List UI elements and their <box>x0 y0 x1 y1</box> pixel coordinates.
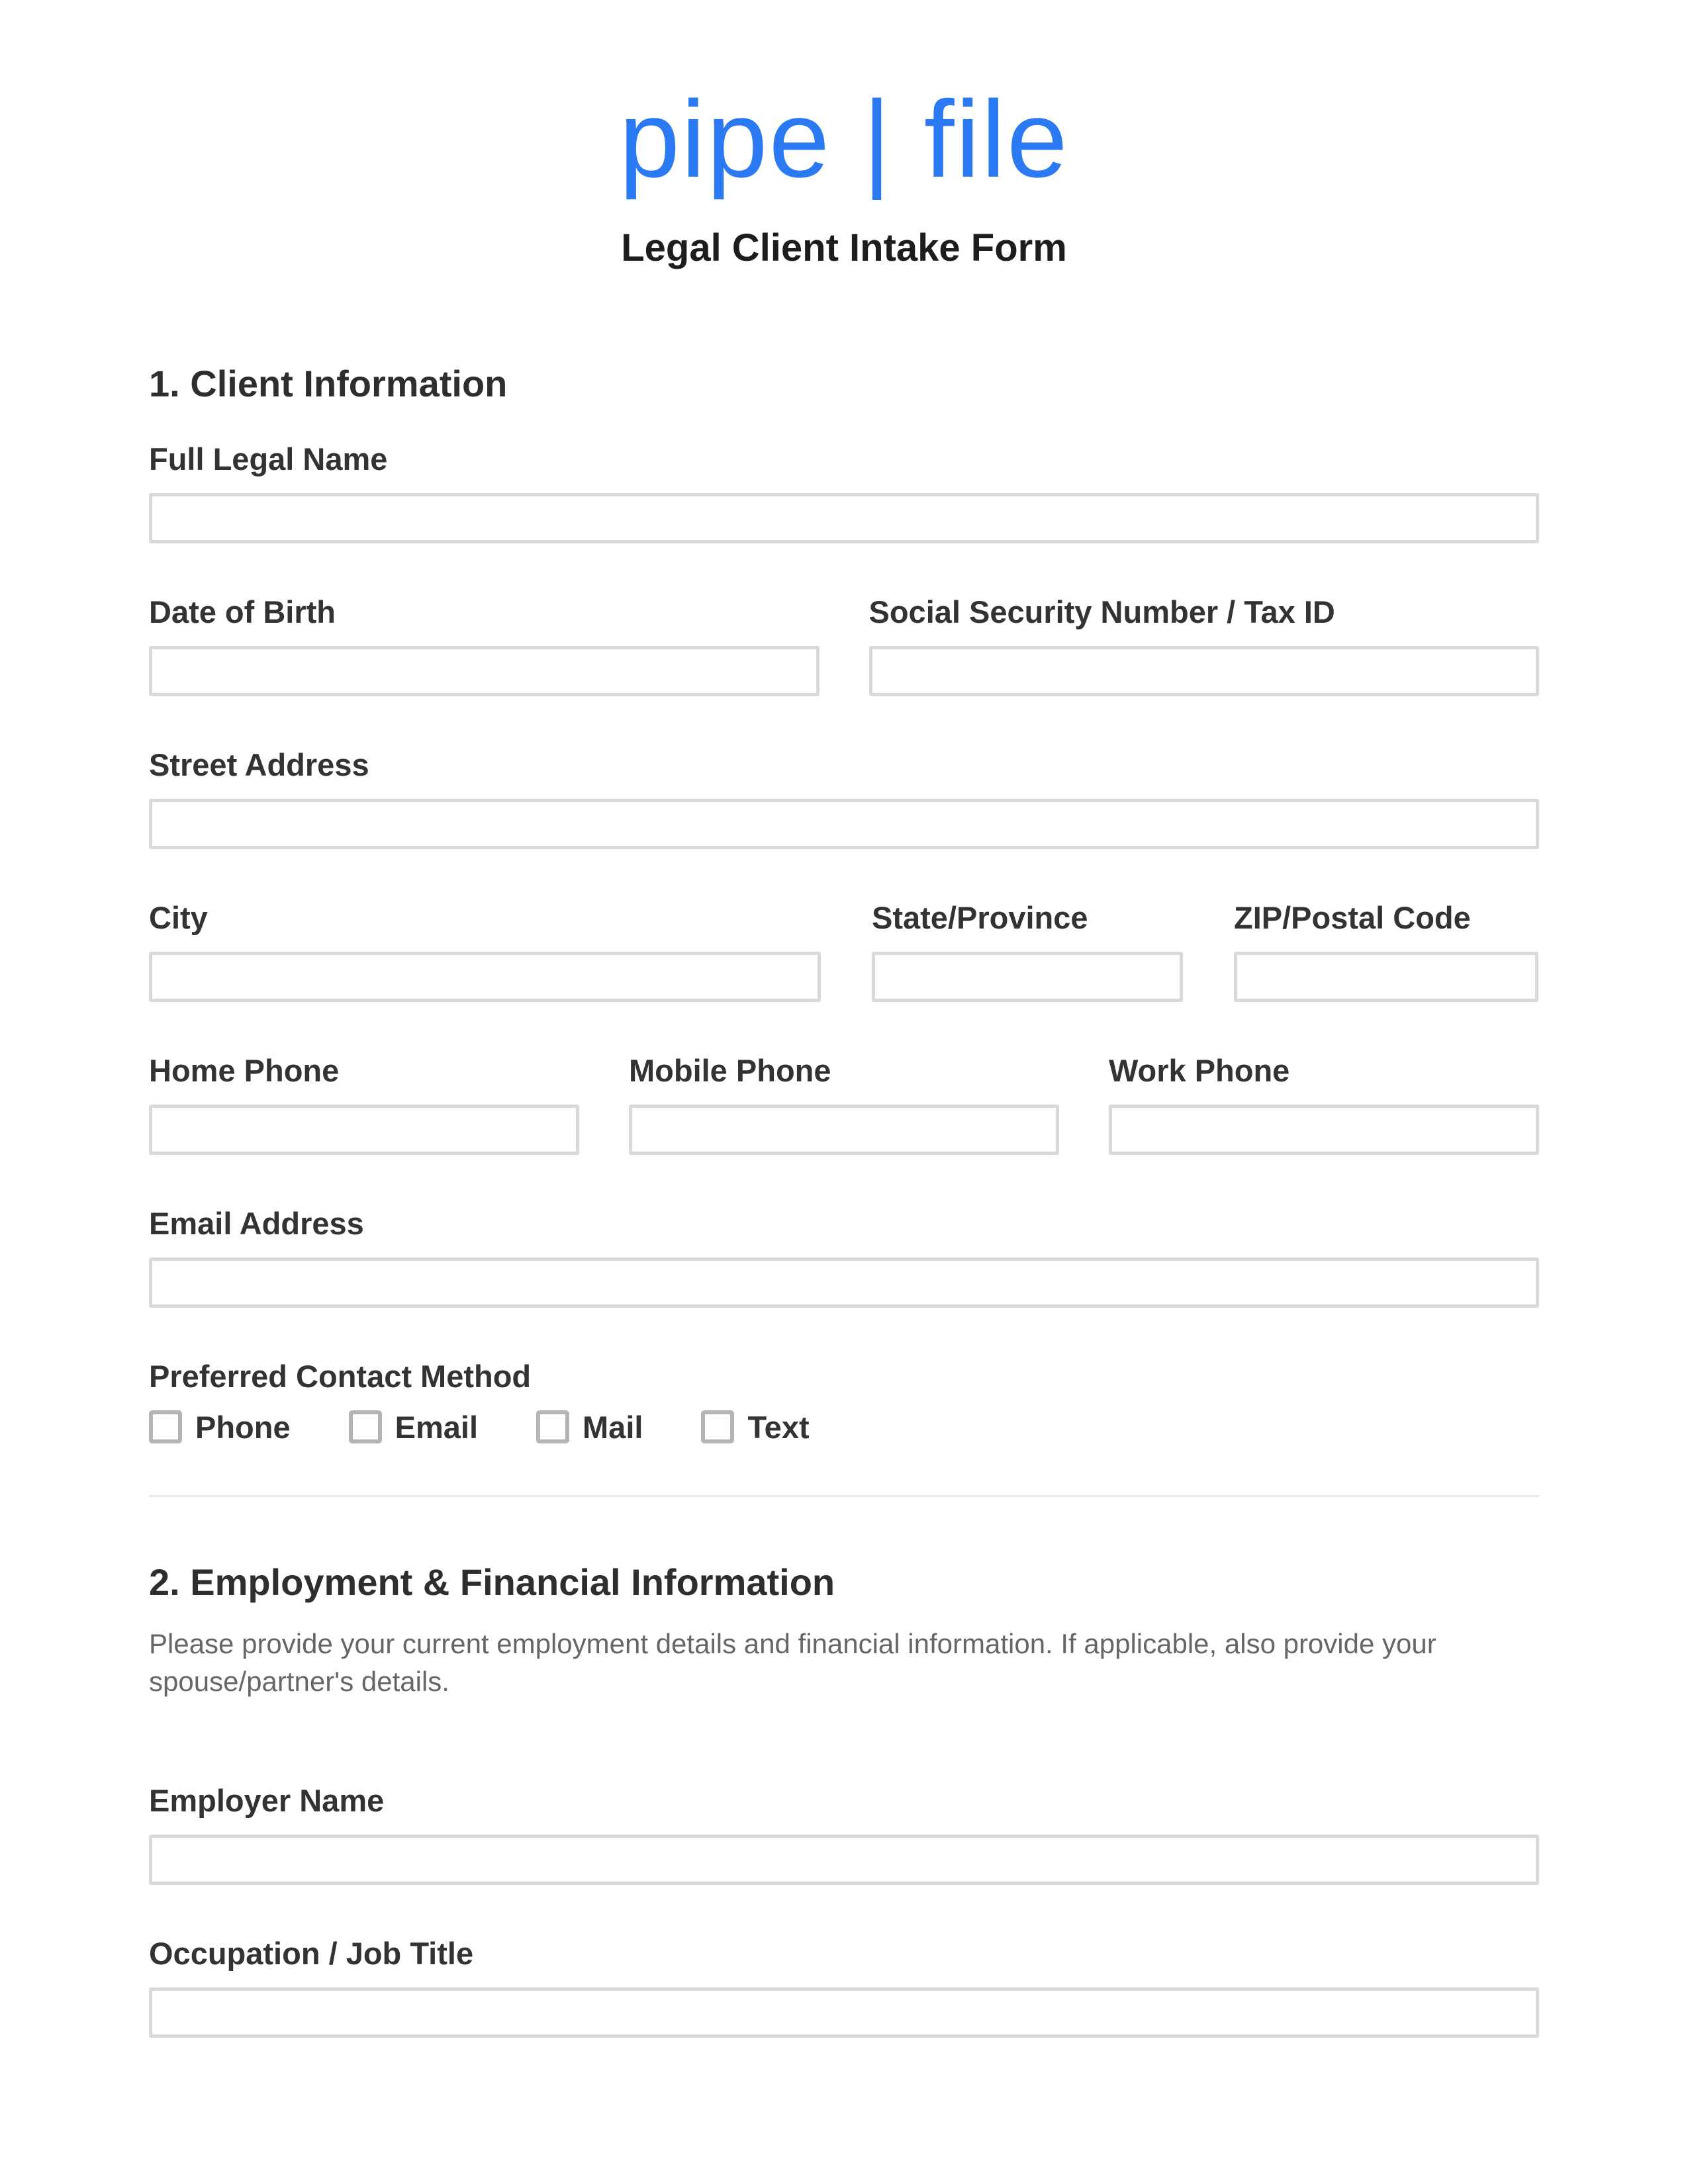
form-page <box>149 0 1539 2038</box>
field-home-phone <box>149 1055 579 1155</box>
section-divider <box>149 1495 1539 1497</box>
field-work-phone <box>1109 1055 1539 1155</box>
row-dob-ssn <box>149 596 1539 696</box>
occupation-job-title-input[interactable] <box>149 1987 1539 2038</box>
mail-checkbox-label: Mail <box>583 1409 643 1445</box>
text-checkbox[interactable] <box>701 1410 734 1443</box>
employer-name-input[interactable] <box>149 1835 1539 1885</box>
city-input[interactable] <box>149 952 821 1002</box>
field-full-legal-name <box>149 443 1539 543</box>
zip-postal-code-input[interactable] <box>1234 952 1538 1002</box>
phone-checkbox[interactable] <box>149 1410 182 1443</box>
mobile-phone-input[interactable] <box>629 1105 1059 1155</box>
phone-checkbox-label: Phone <box>195 1409 291 1445</box>
section-heading-employment-financial: 2. Employment & Financial Information <box>149 1561 835 1604</box>
form-title: Legal Client Intake Form <box>621 226 1067 269</box>
contact-option-text[interactable] <box>701 1410 809 1443</box>
field-city <box>149 902 821 1002</box>
field-street-address <box>149 749 1539 849</box>
row-phones <box>149 1055 1539 1155</box>
contact-option-email[interactable] <box>349 1410 478 1443</box>
row-email-address <box>149 1208 1539 1308</box>
field-zip-postal-code <box>1234 902 1538 1002</box>
mail-checkbox[interactable] <box>536 1410 569 1443</box>
city-label: City <box>149 900 208 936</box>
ssn-tax-id-input[interactable] <box>869 646 1540 696</box>
mobile-phone-label: Mobile Phone <box>629 1053 831 1089</box>
brand-logo: pipe | file <box>619 78 1069 200</box>
full-legal-name-label: Full Legal Name <box>149 441 388 477</box>
occupation-job-title-label: Occupation / Job Title <box>149 1936 474 1972</box>
preferred-contact-method-label: Preferred Contact Method <box>149 1359 532 1394</box>
row-street-address <box>149 749 1539 849</box>
field-occupation-job-title <box>149 1938 1539 2038</box>
field-state-province <box>872 902 1183 1002</box>
field-ssn-tax-id <box>869 596 1540 696</box>
preferred-contact-options <box>149 1410 1539 1443</box>
email-checkbox-label: Email <box>395 1409 479 1445</box>
row-employer-name <box>149 1785 1539 1885</box>
state-province-label: State/Province <box>872 900 1088 936</box>
field-employer-name <box>149 1785 1539 1885</box>
contact-option-mail[interactable] <box>536 1410 643 1443</box>
field-date-of-birth <box>149 596 820 696</box>
field-mobile-phone <box>629 1055 1059 1155</box>
ssn-tax-id-label: Social Security Number / Tax ID <box>868 594 1335 630</box>
employer-name-label: Employer Name <box>149 1783 385 1819</box>
employment-section-description: Please provide your current employment details and financial information. If applicable, also provide your spouse/partner's details. <box>149 1627 1436 1697</box>
section-heading-client-information: 1. Client Information <box>149 362 508 404</box>
home-phone-input[interactable] <box>149 1105 579 1155</box>
email-address-label: Email Address <box>149 1206 364 1242</box>
contact-option-phone[interactable] <box>149 1410 291 1443</box>
date-of-birth-label: Date of Birth <box>149 594 336 630</box>
date-of-birth-input[interactable] <box>149 646 820 696</box>
work-phone-input[interactable] <box>1109 1105 1539 1155</box>
state-province-input[interactable] <box>872 952 1183 1002</box>
home-phone-label: Home Phone <box>149 1053 340 1089</box>
email-checkbox[interactable] <box>349 1410 382 1443</box>
street-address-input[interactable] <box>149 799 1539 849</box>
row-occupation-job-title <box>149 1938 1539 2038</box>
email-address-input[interactable] <box>149 1257 1539 1308</box>
preferred-contact-method-group <box>149 1361 1539 1443</box>
street-address-label: Street Address <box>149 747 369 783</box>
text-checkbox-label: Text <box>747 1409 810 1445</box>
zip-postal-code-label: ZIP/Postal Code <box>1234 900 1471 936</box>
field-email-address <box>149 1208 1539 1308</box>
full-legal-name-input[interactable] <box>149 493 1539 543</box>
row-full-legal-name <box>149 443 1539 543</box>
row-city-state-zip <box>149 902 1539 1002</box>
work-phone-label: Work Phone <box>1109 1053 1290 1089</box>
